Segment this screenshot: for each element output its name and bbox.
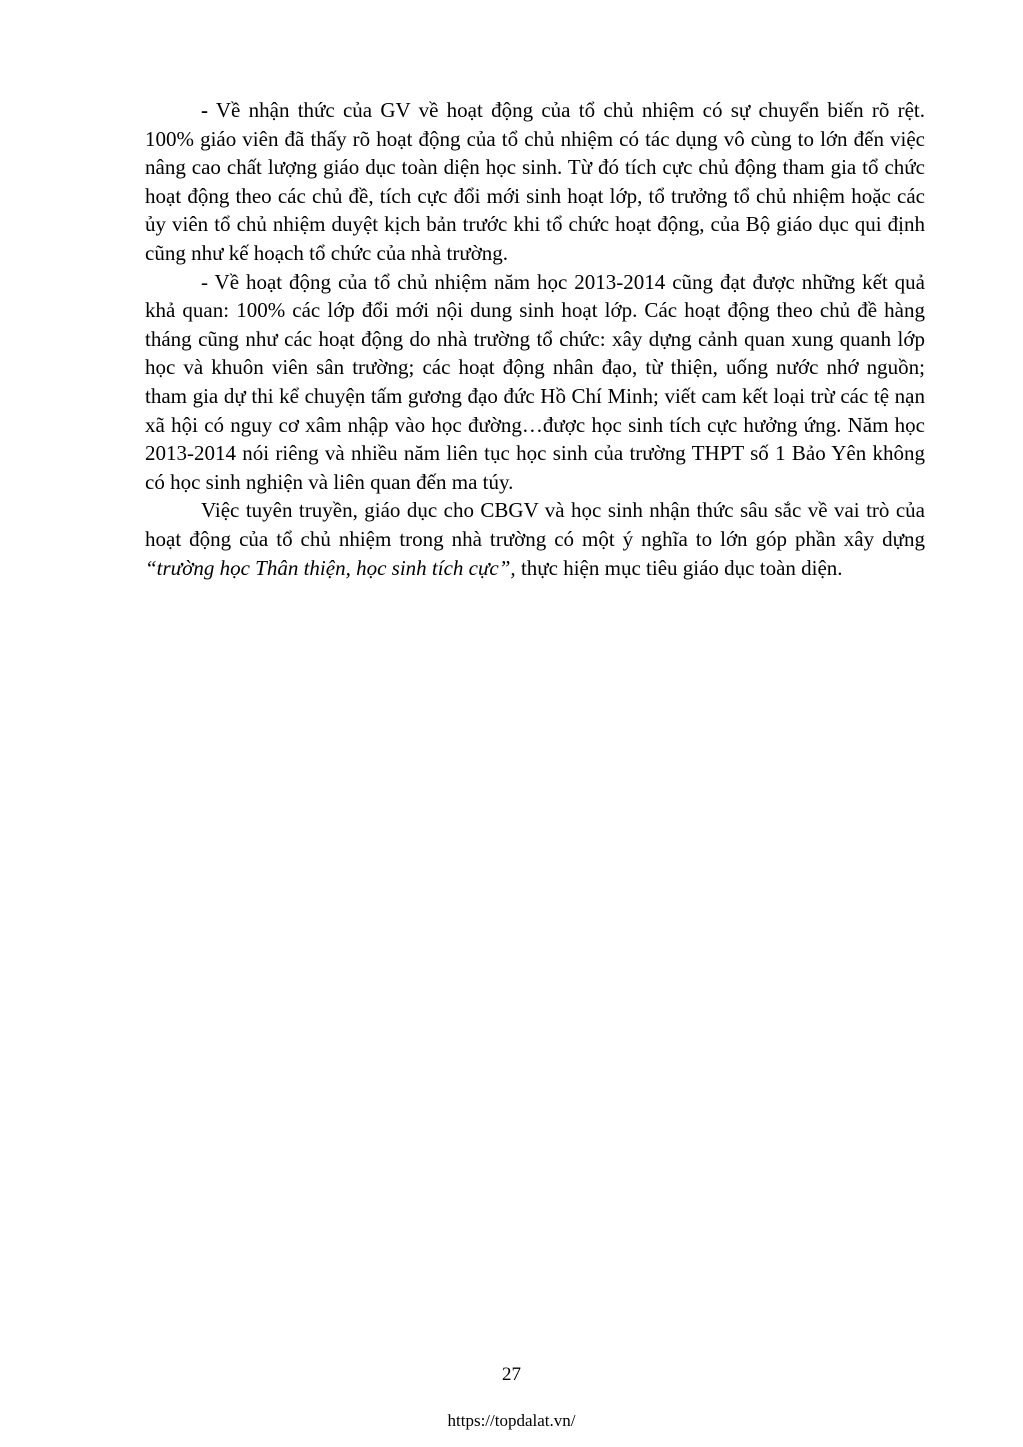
bullet-dash: - <box>201 98 208 122</box>
paragraph-homeroom-activities <box>145 268 925 497</box>
page-number: 27 <box>502 1364 521 1385</box>
footer-url[interactable]: https://topdalat.vn/ <box>447 1411 576 1430</box>
paragraph-teacher-awareness <box>145 96 925 268</box>
paragraph-text-after: thực hiện mục tiêu giáo dục toàn diện. <box>515 555 843 580</box>
paragraph-text-before: Việc tuyên truyền, giáo dục cho CBGV và học sinh nhận thức sâu sắc về vai trò của hoạt động của tổ chủ nhiệm trong nhà trường có một ý nghĩa to lớn góp phần xây dựng <box>145 498 925 551</box>
paragraph-propaganda-education <box>145 496 925 582</box>
italic-quote: “trường học Thân thiện, học sinh tích cực”, <box>145 555 516 580</box>
body-text <box>145 96 925 582</box>
paragraph-text: - Về hoạt động của tổ chủ nhiệm năm học 2013-2014 cũng đạt được những kết quả khả quan: 100% các lớp đổi mới nội dung sinh hoạt lớp. Các hoạt động theo chủ đề hàng tháng cũng như các hoạt động do nhà trường tổ chức: xây dựng cảnh quan xung quanh lớp học và khuôn viên sân trường; các hoạt động nhân đạo, từ thiện, uống nước nhớ nguồn; tham gia dự thi kể chuyện tấm gương đạo đức Hồ Chí Minh; viết cam kết loại trừ các tệ nạn xã hội có nguy cơ xâm nhập vào học đường…được học sinh tích cực hưởng ứng. Năm học 2013-2014 nói riêng và nhiều năm liên tục học sinh của trường THPT số 1 Bảo Yên không có học sinh nghiện và liên quan đến ma túy. <box>145 269 925 494</box>
paragraph-text: Về nhận thức của GV về hoạt động của tổ chủ nhiệm có sự chuyển biến rõ rệt. 100% giáo viên đã thấy rõ hoạt động của tổ chủ nhiệm có tác dụng vô cùng to lớn đến việc nâng cao chất lượng giáo dục toàn diện học sinh. Từ đó tích cực chủ động tham gia tổ chức hoạt động theo các chủ đề, tích cực đổi mới sinh hoạt lớp, tổ trưởng tổ chủ nhiệm hoặc các ủy viên tổ chủ nhiệm duyệt kịch bản trước khi tổ chức hoạt động, của Bộ giáo dục qui định cũng như kế hoạch tổ chức của nhà trường. <box>145 98 925 265</box>
